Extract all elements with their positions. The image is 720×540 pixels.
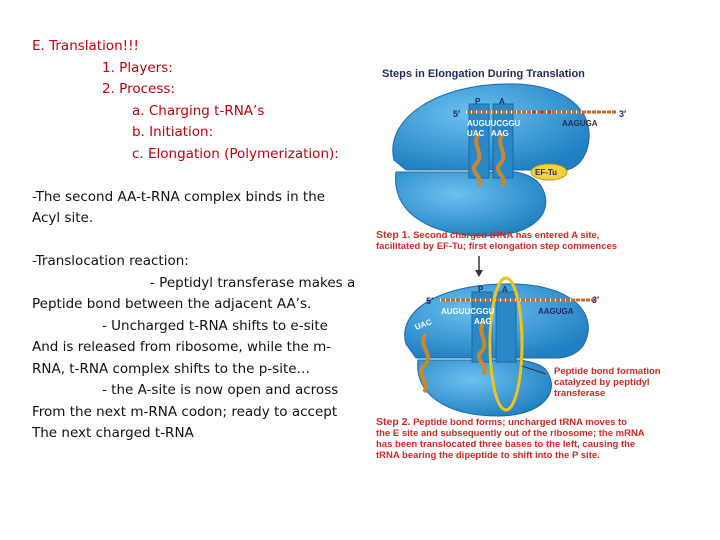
a-site-label: A — [499, 97, 505, 106]
five-prime-label: 5′ — [426, 296, 434, 306]
note-line3: transferase — [554, 388, 606, 399]
three-prime-label: 3′ — [592, 295, 600, 305]
step1-text-line2: facilitated by EF-Tu; first elongation step commences — [376, 241, 618, 252]
three-prime-label: 3′ — [619, 109, 627, 119]
step2-text-line2: the E site and subsequently out of the ribosome; the mRNA — [376, 428, 645, 439]
p-site-label: P — [478, 285, 484, 294]
five-prime-label: 5′ — [453, 109, 461, 119]
mrna-left-sequence: AUGUUCGGU — [467, 119, 521, 128]
peptide-bond-note — [554, 366, 661, 399]
para2-line1: -Translocation reaction: — [32, 253, 189, 269]
para2-line9: The next charged t-RNA — [32, 425, 194, 441]
para1-line1: -The second AA-t-RNA complex binds in the — [32, 189, 326, 205]
para2-line7: - the A-site is now open and across — [102, 382, 339, 398]
para2-line5: And is released from ribosome, while the m- — [32, 339, 332, 355]
para2-line8: From the next m-RNA codon; ready to accept — [32, 404, 338, 420]
outline-item-players: 1. Players: — [102, 60, 173, 76]
anticodon-released-label: UAC — [413, 317, 433, 332]
para2-line3: Peptide bond between the adjacent AA’s. — [32, 296, 312, 312]
ef-tu-label: EF-Tu — [535, 168, 558, 177]
outline-item-charging: a. Charging t-RNA’s — [132, 103, 265, 119]
anticodon-p-label: AAG — [474, 317, 492, 326]
a-site-channel — [493, 104, 513, 178]
step1-text-line1: Second charged tRNA has entered A site, — [413, 230, 600, 241]
outline-item-process: 2. Process: — [102, 81, 175, 97]
para2-line4: - Uncharged t-RNA shifts to e-site — [102, 318, 328, 334]
para2-line2: - Peptidyl transferase makes a — [150, 275, 356, 291]
p-site-channel — [469, 104, 489, 178]
note-line1: Peptide bond formation — [554, 366, 661, 377]
ribosome-small-subunit — [396, 172, 546, 236]
step2-text-line4: tRNA bearing the dipeptide to shift into the P site. — [376, 450, 600, 461]
note-line2: catalyzed by peptidyl — [554, 377, 650, 388]
step2-text-line3: has been translocated three bases to the left, causing the — [376, 439, 636, 450]
slide-heading: E. Translation!!! — [32, 38, 139, 54]
mrna-right-sequence: AAGUGA — [538, 307, 574, 316]
mrna-left-sequence: AUGUUCGGU — [441, 307, 495, 316]
figure-title: Steps in Elongation During Translation — [382, 68, 585, 80]
step1-caption — [376, 230, 617, 252]
p-site-label: P — [475, 97, 481, 106]
step1-number: Step 1. — [376, 229, 411, 241]
step2-number: Step 2. — [376, 416, 411, 428]
anticodon-a-label: AAG — [491, 129, 509, 138]
step2-text-line1: Peptide bond forms; uncharged tRNA moves to — [413, 417, 628, 428]
outline-item-initiation: b. Initiation: — [132, 124, 214, 140]
para1-line2: Acyl site. — [32, 210, 94, 226]
outline-item-elongation: c. Elongation (Polymerization): — [132, 146, 339, 162]
anticodon-p-label: UAC — [467, 129, 485, 138]
mrna-right-sequence: AAGUGA — [562, 119, 598, 128]
a-site-channel — [496, 292, 516, 362]
elongation-figure — [366, 60, 712, 480]
step2-caption — [376, 417, 645, 461]
para2-line6: RNA, t-RNA complex shifts to the p-site… — [32, 361, 311, 377]
a-site-label: A — [502, 285, 508, 294]
ribosome-step2-diagram — [366, 274, 712, 424]
